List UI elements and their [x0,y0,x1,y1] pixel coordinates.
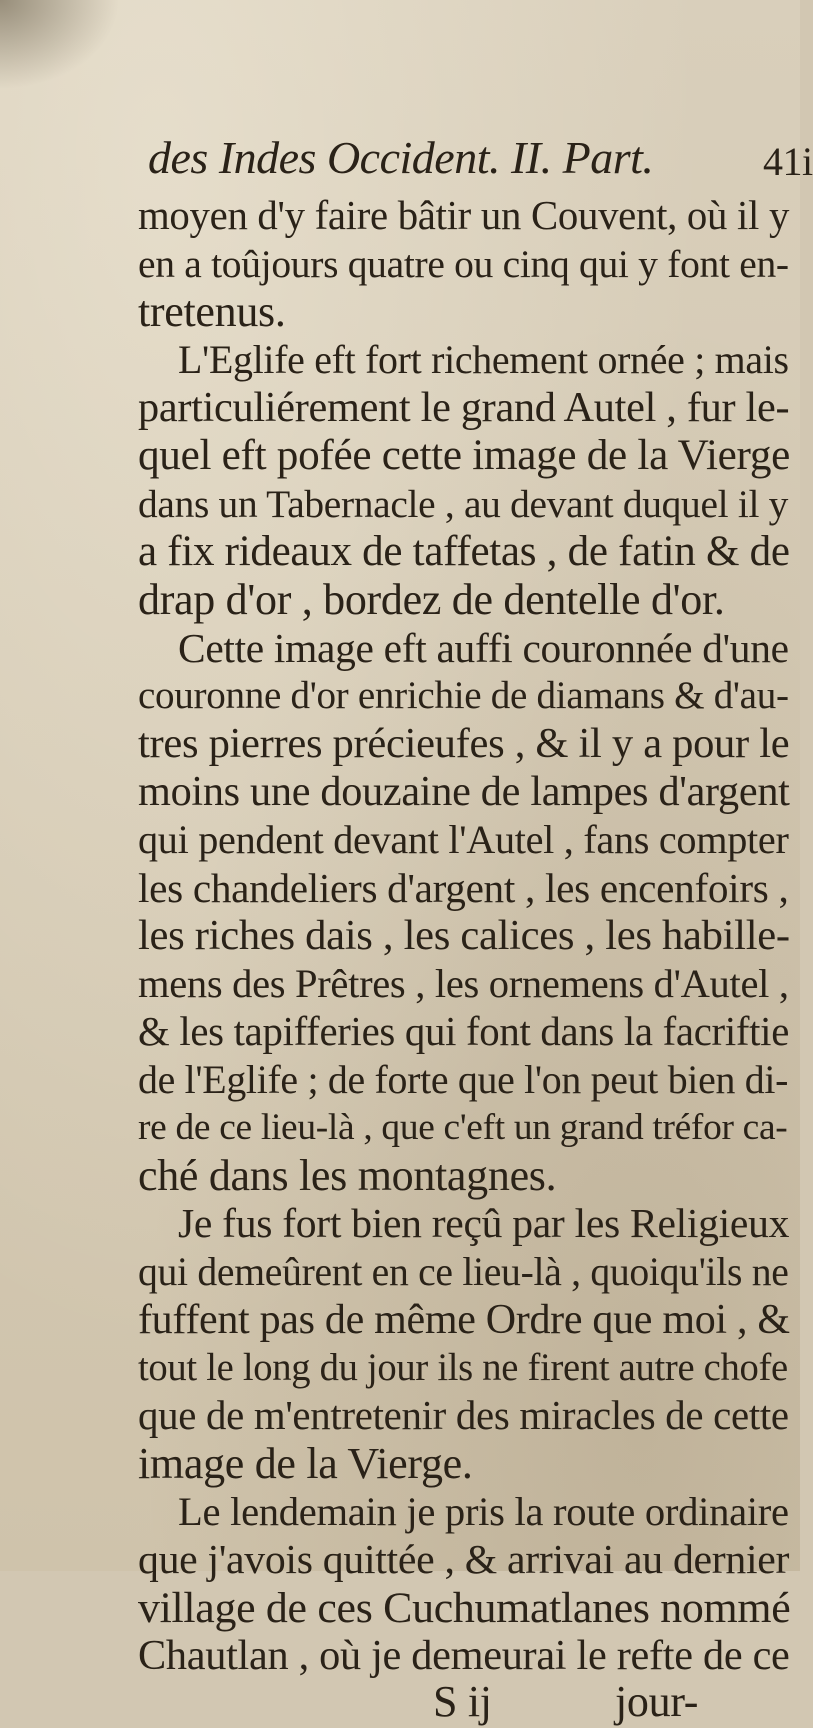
text-line: particuliérement le grand Autel , fur le- [138,384,790,431]
text-line: que j'avois quittée , & arrivai au dernier [138,1537,790,1583]
text-line: que de m'entretenir des miracles de cette [138,1393,789,1438]
text-line: ché dans les montagnes. [138,1151,557,1200]
text-line: image de la Vierge. [138,1439,473,1488]
text-line: Cette image eft auffi couronnée d'une [178,625,789,671]
text-line: qui demeûrent en ce lieu-là , quoiqu'ils ne [138,1250,789,1294]
text-line: re de ce lieu-là , que c'eft un grand tréfor ca- [138,1107,788,1148]
catchword: jour- [615,1677,699,1726]
text-line: en a toûjours quatre ou cinq qui y font en- [138,242,789,286]
running-header [148,128,813,188]
text-line: L'Eglife eft fort richement ornée ; mais [178,337,789,382]
page-number: 41i [763,139,813,184]
text-line: les riches dais , les calices , les habille- [138,912,790,959]
text-line: qui pendent devant l'Autel , fans compter [138,817,789,862]
text-line: tretenus. [138,287,286,336]
text-line: fuffent pas de même Ordre que moi , & [138,1297,790,1343]
page-corner-shadow [0,0,120,90]
text-line: les chandeliers d'argent , les encenfoirs , [138,865,789,911]
text-line: tout le long du jour ils ne firent autre chofe [138,1347,788,1389]
running-title: des Indes Occident. II. Part. [148,132,654,183]
text-line: a fix rideaux de taffetas , de fatin & de [138,528,790,575]
text-line: dans un Tabernacle , au devant duquel il y [138,482,789,526]
text-line: moyen d'y faire bâtir un Couvent, où il y [138,193,790,238]
text-line: Chautlan , où je demeurai le refte de ce [138,1632,790,1679]
text-line: couronne d'or enrichie de diamans & d'au- [138,674,789,717]
text-line: Le lendemain je pris la route ordinaire [178,1489,789,1534]
text-line: drap d'or , bordez de dentelle d'or. [138,575,725,624]
text-line: de l'Eglife ; de forte que l'on peut bien di- [138,1057,789,1102]
text-line: Je fus fort bien reçû par les Religieux [178,1201,790,1247]
text-line: & les tapifferies qui font dans la facriftie [138,1009,790,1054]
signature-mark: S ij [433,1677,492,1726]
text-line: tres pierres précieufes , & il y a pour le [138,720,790,767]
text-line: quel eft pofée cette image de la Vierge [138,432,790,479]
text-line: mens des Prêtres , les ornemens d'Autel , [138,961,789,1006]
text-line: village de ces Cuchumatlanes nommé [138,1584,791,1632]
text-line: moins une douzaine de lampes d'argent [138,768,790,815]
